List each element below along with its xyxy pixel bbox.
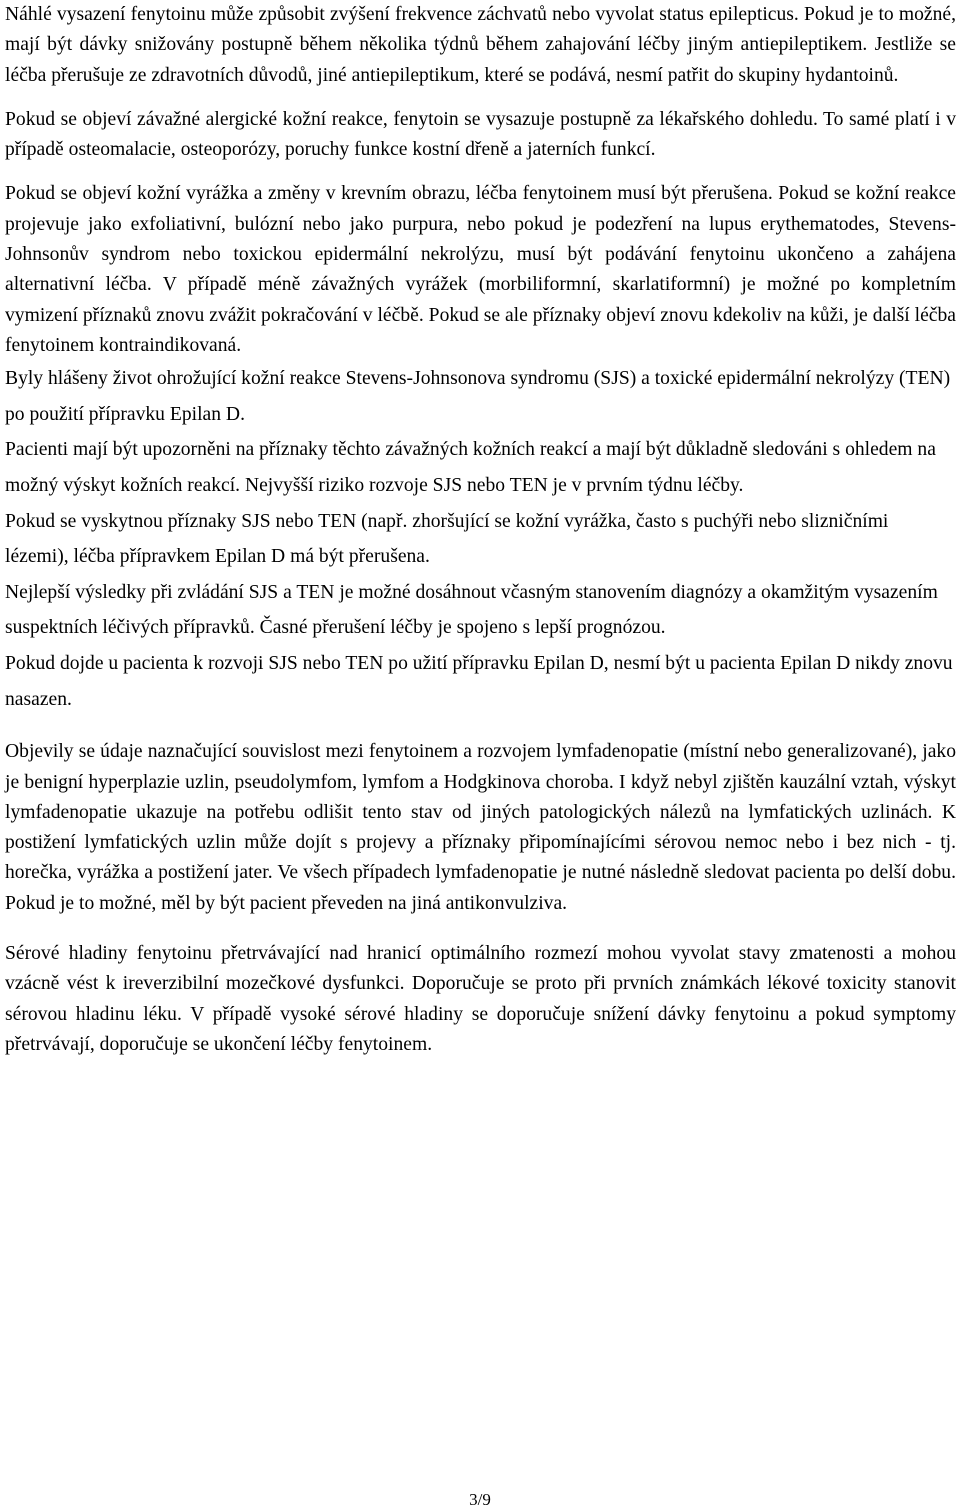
page-number: 3/9 <box>469 1490 491 1509</box>
paragraph-serum-levels: Sérové hladiny fenytoinu přetrvávající nad hranicí optimálního rozmezí mohou vyvolat stavy zmatenosti a mohou vzácně vést k ireverzibilní mozečkové dysfunkci. Doporučuje se proto při prvních známkách lékové toxicity stanovit sérovou hladinu léku. V případě vysoké sérové hladiny se doporučuje snížení dávky fenytoinu a pokud symptomy přetrvávají, doporučuje se ukončení léčby fenytoinem. <box>5 942 956 1055</box>
document-page <box>5 0 956 1060</box>
paragraph-patient-warning: Pacienti mají být upozorněni na příznaky těchto závažných kožních reakcí a mají být důkladně sledováni s ohledem na možný výskyt kožních reakcí. Nejvyšší riziko rozvoje SJS nebo TEN je v prvním týdnu léčby. <box>5 439 936 497</box>
paragraph-allergic-reactions: Pokud se objeví závažné alergické kožní reakce, fenytoin se vysazuje postupně za lékařského dohledu. To samé platí i v případě osteomalacie, osteoporózy, poruchy funkce kostní dřeně a jaterních funkcí. <box>5 108 956 161</box>
paragraph-sjs-ten-reports: Byly hlášeny život ohrožující kožní reakce Stevens-Johnsonova syndromu (SJS) a toxické epidermální nekrolýzy (TEN) po použití přípravku Epilan D. <box>5 368 951 425</box>
paragraph-no-reexposure: Pokud dojde u pacienta k rozvoji SJS nebo TEN po užití přípravku Epilan D, nesmí být u pacienta Epilan D nikdy znovu nasazen. <box>5 653 953 710</box>
paragraph-lymphadenopathy: Objevily se údaje naznačující souvislost mezi fenytoinem a rozvojem lymfadenopatie (místní nebo generalizované), jako je benigní hyperplazie uzlin, pseudolymfom, lymfom a Hodgkinova choroba. I když nebyl zjištěn kauzální vztah, výskyt lymfadenopatie ukazuje na potřebu odlišit tento stav od jiných patologických nálezů na lymfatických uzlinách. K postižení lymfatických uzlin může dojít s projevy a příznaky připomínajícími sérovou nemoc nebo i bez nich - tj. horečka, vyrážka a postižení jater. Ve všech případech lymfadenopatie je nutné následně sledovat pacienta po delší dobu. Pokud je to možné, měl by být pacient převeden na jiná antikonvulziva. <box>5 741 956 914</box>
paragraph-sjs-ten-symptoms: Pokud se vyskytnou příznaky SJS nebo TEN (např. zhoršující se kožní vyrážka, často s puchýři nebo slizničními lézemi), léčba přípravkem Epilan D má být přerušena. <box>5 510 889 568</box>
paragraph-sudden-withdrawal: Náhlé vysazení fenytoinu může způsobit zvýšení frekvence záchvatů nebo vyvolat status epilepticus. Pokud je to možné, mají být dávky snižovány postupně během několika týdnů během zahajování léčby jiným antiepileptikem. Jestliže se léčba přerušuje ze zdravotních důvodů, jiné antiepileptikum, které se podává, nesmí patřit do skupiny hydantoinů. <box>5 4 956 86</box>
paragraph-skin-rash: Pokud se objeví kožní vyrážka a změny v krevním obrazu, léčba fenytoinem musí být přerušena. Pokud se kožní reakce projevuje jako exfoliativní, bulózní nebo jako purpura, nebo pokud je podezření na lupus erythematodes, Stevens-Johnsonův syndrom nebo toxickou epidermální nekrolýzu, musí být podávání fenytoinu ukončeno a zahájena alternativní léčba. V případě méně závažných vyrážek (morbiliformní, skarlatiformní) je možné po kompletním vymizení příznaků znovu zvážit pokračování v léčbě. Pokud se ale příznaky objeví znovu kdekoliv na kůži, je další léčba fenytoinem kontraindikovaná. <box>5 183 956 356</box>
paragraph-sjs-ten-management: Nejlepší výsledky při zvládání SJS a TEN je možné dosáhnout včasným stanovením diagnózy a okamžitým vysazením suspektních léčivých přípravků. Časné přerušení léčby je spojeno s lepší prognózou. <box>5 581 938 639</box>
